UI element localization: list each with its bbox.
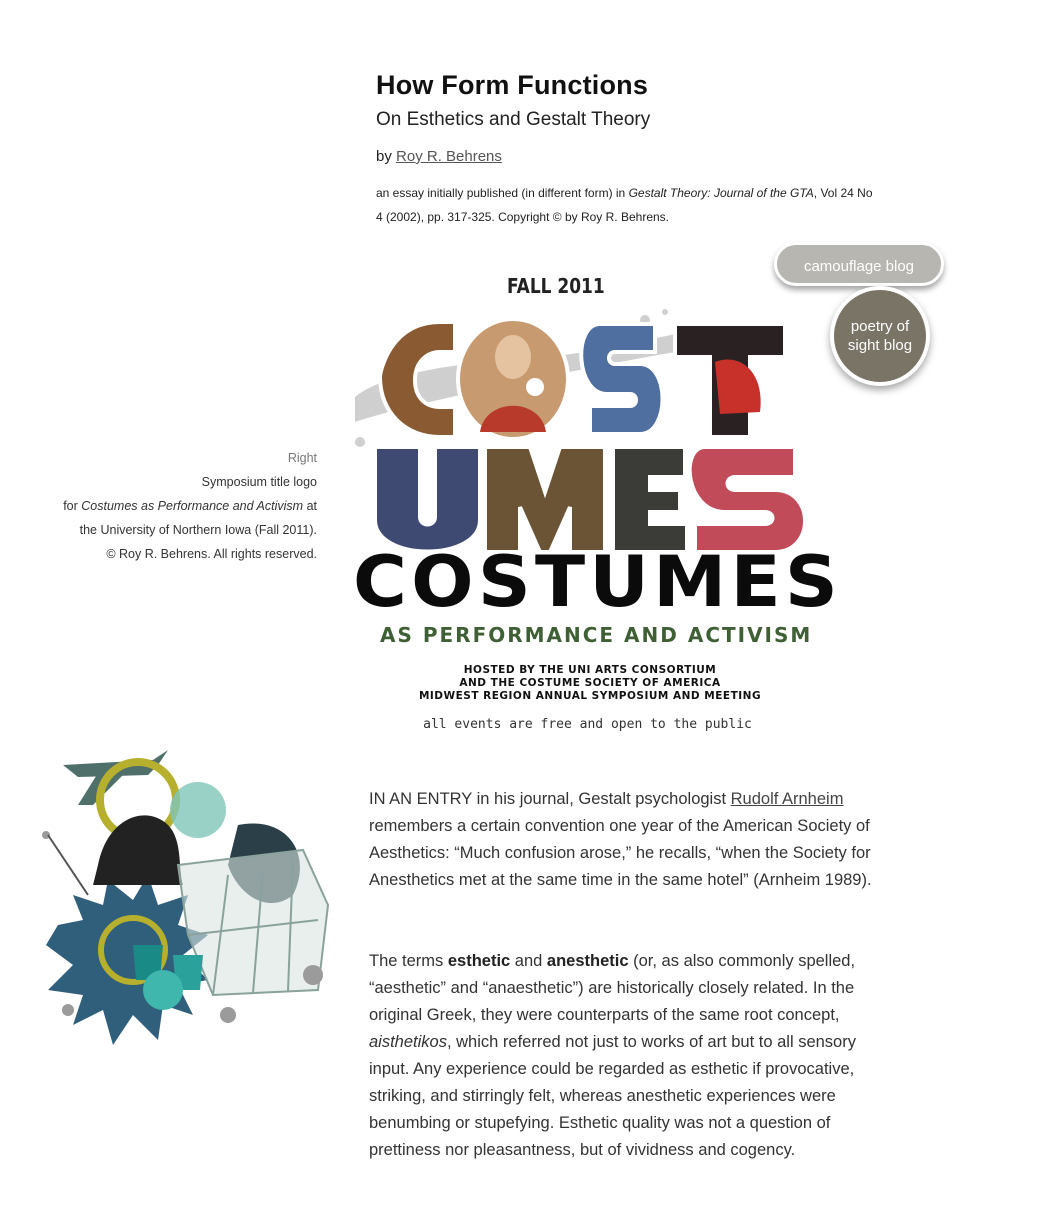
collage-illustration	[38, 745, 343, 1065]
journal-title: Gestalt Theory: Journal of the GTA	[628, 186, 814, 200]
pub-note-text: an essay initially published (in different form) in	[376, 186, 629, 200]
letter-e	[613, 447, 687, 552]
poetry-blog-label: poetry of sight blog	[847, 318, 913, 354]
author-link[interactable]: Roy R. Behrens	[396, 148, 502, 165]
caption-event-title: Costumes as Performance and Activism	[81, 499, 304, 513]
caption-line-4: © Roy R. Behrens. All rights reserved.	[106, 547, 317, 561]
teal-blob	[170, 782, 226, 838]
letter-o	[458, 319, 568, 439]
page-subtitle: On Esthetics and Gestalt Theory	[376, 109, 651, 130]
logo-hosted-by	[345, 664, 835, 703]
caption-line-3: the University of Northern Iowa (Fall 2011).	[79, 523, 317, 537]
camouflage-blog-button[interactable]: camouflage blog	[774, 242, 944, 286]
body-paragraph-2	[369, 948, 889, 1164]
caption-position: Right	[287, 451, 317, 465]
costumes-photo-collage	[345, 302, 825, 552]
p2-text-a: The terms	[369, 952, 448, 970]
letter-u	[375, 447, 480, 552]
letter-m	[485, 447, 605, 552]
publication-note	[376, 181, 876, 229]
airplane	[63, 750, 168, 805]
p2-text-d: (or, as also commonly spelled, “aesthetic” and “anaesthetic”) are historically closely related. In the original Greek, they were counterparts of the same root concept,	[369, 952, 856, 1024]
logo-costumes-word: COSTUMES	[353, 541, 843, 623]
caption-line-2	[20, 494, 317, 518]
logo-free-events: all events are free and open to the public	[423, 717, 752, 732]
p2-text-c: and	[510, 952, 547, 970]
letter-t	[675, 324, 785, 437]
p2-text-e: , which referred not just to works of art but to all sensory input. Any experience could be regarded as esthetic if provocative, striking, and stirringly felt, whereas anesthetic experiences were benumbing or stupefying. Esthetic quality was not a question of prettiness nor pleasantness, but of vividness and cogency.	[369, 1033, 856, 1159]
caption-at: at	[303, 499, 317, 513]
p1-text-a: IN AN ENTRY in his journal, Gestalt psychologist	[369, 790, 731, 808]
term-aisthetikos: aisthetikos	[369, 1033, 447, 1051]
rudolf-arnheim-link[interactable]: Rudolf Arnheim	[730, 790, 844, 808]
caption-line-1: Symposium title logo	[201, 475, 317, 489]
letter-s2	[690, 447, 805, 552]
symposium-logo	[345, 262, 850, 737]
hosted-line-3: MIDWEST REGION ANNUAL SYMPOSIUM AND MEETING	[418, 690, 762, 702]
byline	[376, 148, 502, 165]
pub-note-copyright: , Vol 24 No 4 (2002), pp. 317-325. Copyright © by Roy R. Behrens.	[376, 186, 873, 224]
hosted-line-2: AND THE COSTUME SOCIETY OF AMERICA	[459, 677, 721, 689]
term-esthetic: esthetic	[447, 952, 511, 970]
byline-prefix: by	[376, 148, 397, 165]
caption-for: for	[63, 499, 82, 513]
logo-subtitle: AS PERFORMANCE AND ACTIVISM	[380, 623, 813, 647]
body-paragraph-1	[369, 786, 889, 894]
logo-caption	[20, 446, 317, 566]
logo-event-date: FALL 2011	[507, 274, 605, 298]
letter-s	[581, 324, 662, 434]
hosted-line-1: HOSTED BY THE UNI ARTS CONSORTIUM	[463, 664, 717, 676]
p1-text-b: remembers a certain convention one year of the American Society of Aesthetics: “Much confusion arose,” he recalls, “when the Society for Anesthetics met at the same time in the same hotel” (Arnheim 1989).	[369, 817, 872, 889]
term-anesthetic: anesthetic	[546, 952, 629, 970]
page-title: How Form Functions	[376, 70, 649, 100]
